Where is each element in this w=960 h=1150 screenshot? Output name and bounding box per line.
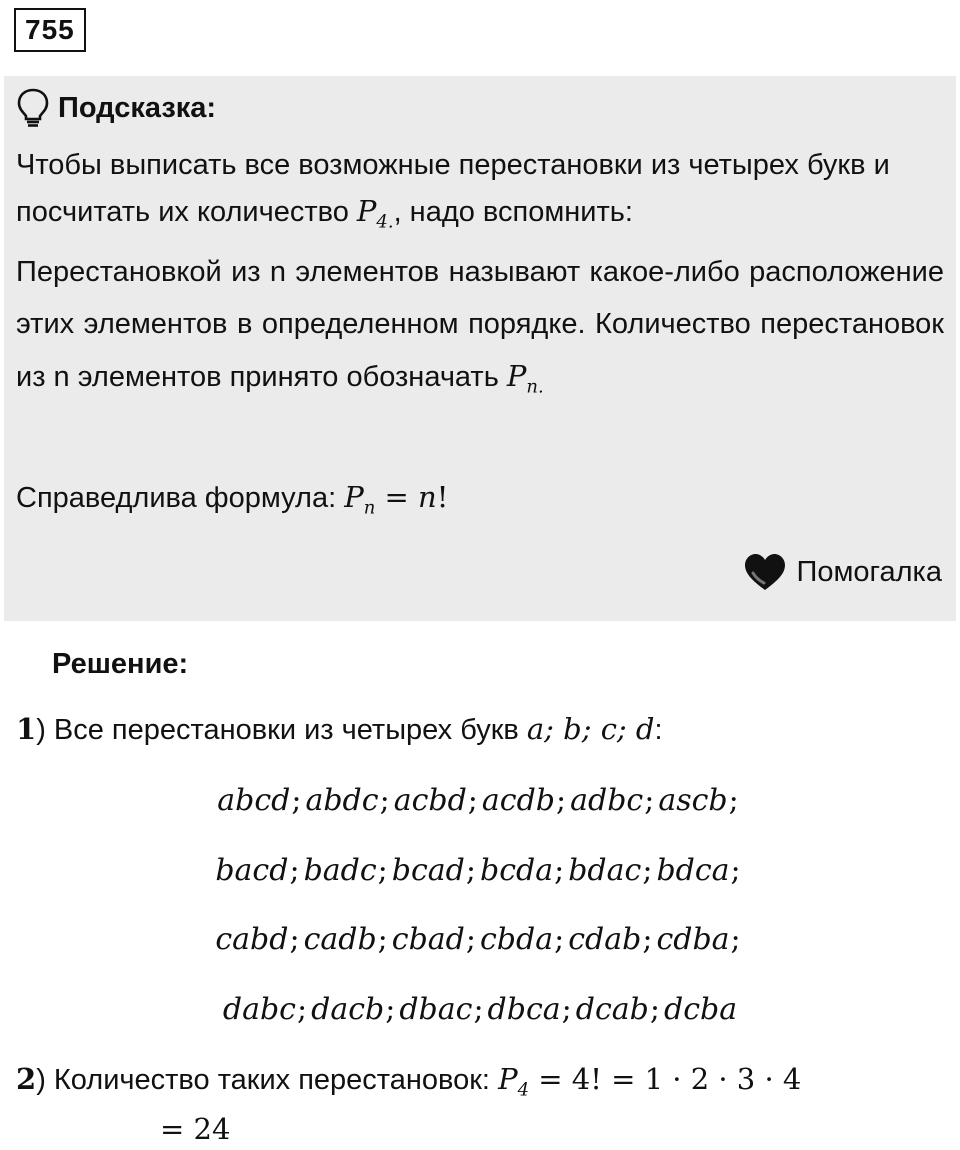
separator: ; <box>730 922 741 957</box>
hint-paragraph-1 <box>16 142 944 245</box>
permutation: cdab <box>568 922 642 957</box>
hint-p1-math: $P_{4.}$ <box>356 194 394 233</box>
hint-p2-text: Перестановкой из n элементов называют какое-либо расположение этих элементов в определенном порядке. Количество перестановок из n элементов принято обозначать <box>16 256 944 393</box>
separator: ; <box>291 783 302 818</box>
separator: ; <box>642 922 653 957</box>
hint-title: Подсказка: <box>58 91 217 124</box>
separator: ; <box>289 922 300 957</box>
hint-p1-text: Чтобы выписать все возможные перестановки из четырех букв и посчитать их количество <box>16 149 890 228</box>
permutation: badc <box>303 853 377 888</box>
separator: ; <box>377 922 388 957</box>
separator: ; <box>465 922 476 957</box>
permutation: dbac <box>399 992 473 1027</box>
permutation: bacd <box>215 853 289 888</box>
permutation: adbc <box>570 783 644 818</box>
separator: ; <box>467 783 478 818</box>
permutation-row <box>0 992 960 1027</box>
permutation: dbca <box>487 992 561 1027</box>
hint-header <box>16 86 216 130</box>
permutation: dabc <box>222 992 296 1027</box>
step-2-formula: = 4! = 1 · 2 · 3 · 4 <box>529 1062 802 1096</box>
permutation: cbda <box>480 922 554 957</box>
permutation: abdc <box>305 783 379 818</box>
permutation-row <box>0 853 960 888</box>
separator: ; <box>728 783 739 818</box>
permutation-row <box>0 783 960 818</box>
solution-title: Решение: <box>52 648 189 680</box>
separator: ; <box>554 853 565 888</box>
separator: ; <box>730 853 741 888</box>
separator: ; <box>377 853 388 888</box>
heart-icon <box>743 552 787 592</box>
helper-label: Помогалка <box>796 555 942 588</box>
permutation: cabd <box>215 922 289 957</box>
solution-step-1: 1) Все перестановки из четырех букв a; b; c; d: <box>16 712 663 746</box>
separator: ; <box>644 783 655 818</box>
permutation: cadb <box>303 922 377 957</box>
separator: ; <box>465 853 476 888</box>
permutation: acbd <box>393 783 467 818</box>
separator: ; <box>642 853 653 888</box>
permutation: acdb <box>481 783 556 818</box>
hint-panel <box>4 76 956 621</box>
step-1-text: ) Все перестановки из четырех букв <box>36 714 527 746</box>
task-number: 755 <box>14 8 86 52</box>
permutation: bdca <box>656 853 730 888</box>
permutation: dcba <box>663 992 738 1027</box>
permutation-row <box>0 922 960 957</box>
permutation: abcd <box>217 783 291 818</box>
separator: ; <box>385 992 396 1027</box>
separator: ; <box>473 992 484 1027</box>
separator: ; <box>289 853 300 888</box>
separator: ; <box>556 783 567 818</box>
hint-formula: Справедлива формула: $P_n = n$! <box>16 480 449 519</box>
hint-paragraph-2 <box>16 246 944 413</box>
step-1-number: 1 <box>16 712 37 746</box>
separator: ; <box>649 992 660 1027</box>
permutation: ascb <box>658 783 728 818</box>
permutation: bcda <box>480 853 554 888</box>
hint-p3-math: $P_n$ <box>344 480 376 519</box>
separator: ; <box>554 922 565 957</box>
step-2-math: $P_4$ <box>498 1062 530 1101</box>
step-2-number: 2 <box>16 1062 37 1096</box>
permutation: dcab <box>575 992 649 1027</box>
permutation: cbad <box>391 922 465 957</box>
separator: ; <box>379 783 390 818</box>
solution-step-2 <box>16 1062 801 1100</box>
step-2-result: = 24 <box>160 1112 231 1146</box>
permutation: dacb <box>311 992 385 1027</box>
permutation: cdba <box>656 922 730 957</box>
step-2-text: ) Количество таких перестановок: <box>36 1064 499 1096</box>
lightbulb-icon <box>16 87 50 129</box>
separator: ; <box>561 992 572 1027</box>
permutation: bcad <box>391 853 465 888</box>
helper-link[interactable] <box>743 552 942 592</box>
step-1-letters: a; b; c; d <box>526 712 655 746</box>
hint-p1-tail: , надо вспомнить: <box>393 196 633 228</box>
permutation: bdac <box>568 853 642 888</box>
hint-p3-text: Справедлива формула: <box>16 482 345 514</box>
hint-p2-math: $P_{n.}$ <box>506 359 544 398</box>
separator: ; <box>297 992 308 1027</box>
